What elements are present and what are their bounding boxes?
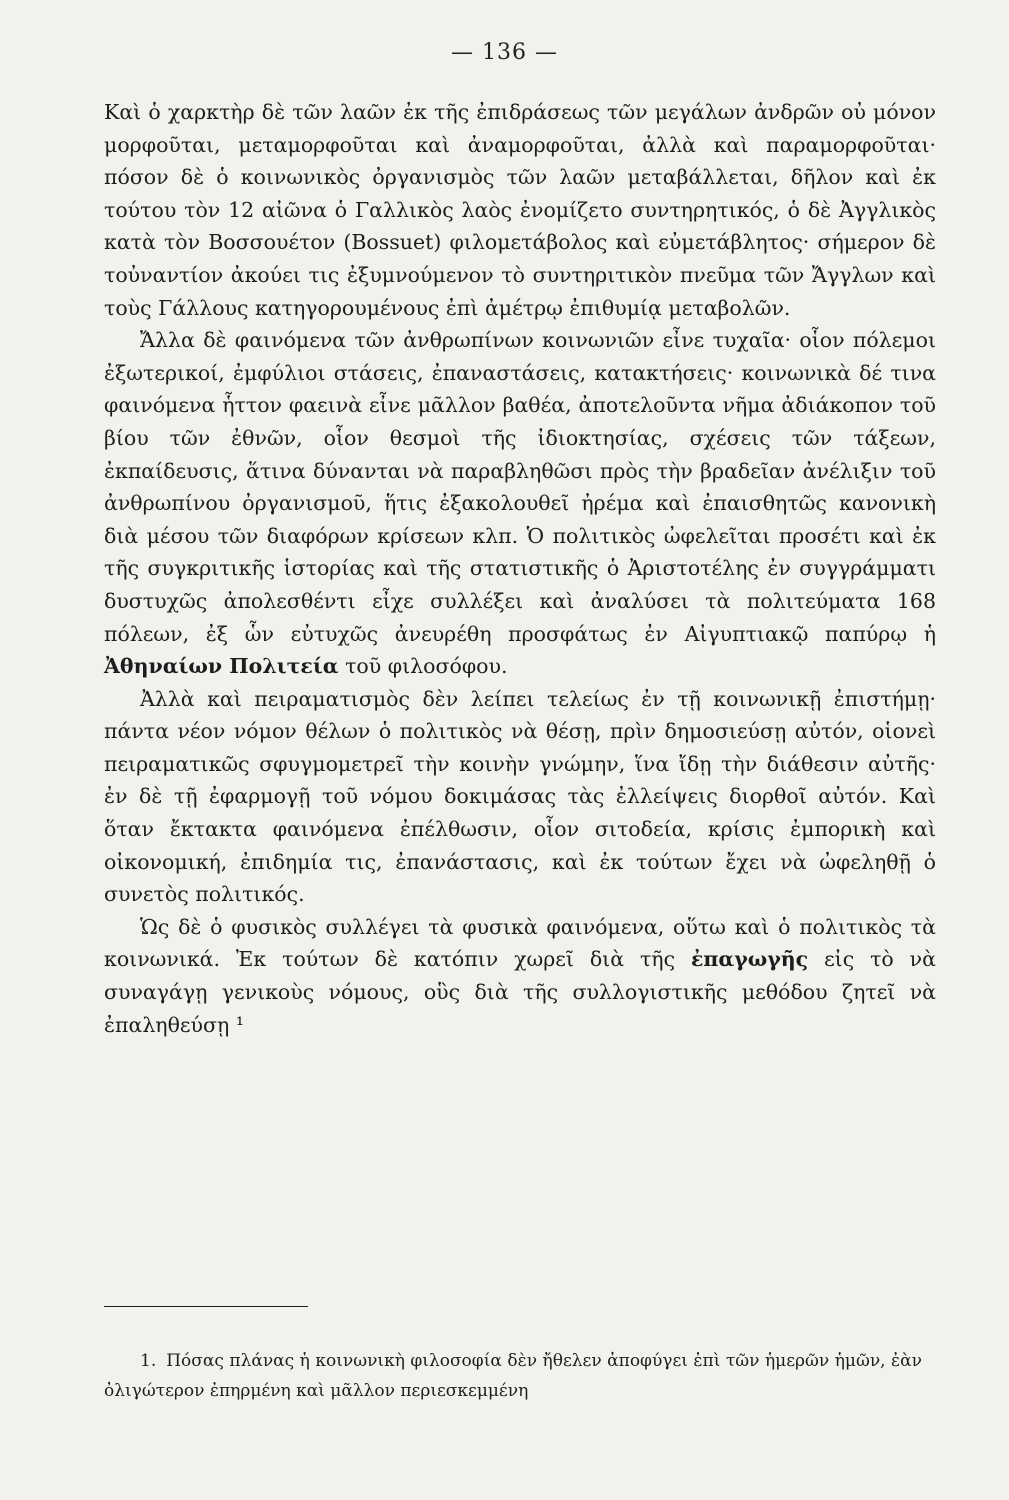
paragraph-3-text: Ἀλλὰ καὶ πειραματισμὸς δὲν λείπει τελείως ἐν τῇ κοινωνικῇ ἐπιστήμῃ· πάντα νέον νόμον θέλων ὁ πολιτικὸς νὰ θέσῃ, πρὶν δημοσιεύσῃ αὐτόν, οἱονεὶ πειραματικῶς σφυγμομετρεῖ τὴν κοινὴν γνώμην, ἵνα ἴδῃ τὴν διάθεσιν αὐτῆς· ἐν δὲ τῇ ἐφαρμογῇ τοῦ νόμου δοκιμάσας τὰς ἐλλείψεις διορθοῖ αὐτόν. Καὶ ὅταν ἔκτακτα φαινόμενα ἐπέλθωσιν, οἷον σιτοδεία, κρίσις ἐμπορικὴ καὶ οἰκονομική, ἐπιδημία τις, ἐπανάστασις, καὶ ἐκ τούτων ἔχει νὰ ὠφεληθῇ ὁ συνετὸς πολιτικός. <box>104 686 936 907</box>
paragraph-1 <box>104 96 936 324</box>
paragraph-3 <box>104 683 936 911</box>
page-number: — 136 — <box>451 40 558 65</box>
paragraph-2-emphasis: Ἀθηναίων Πολιτεία <box>104 654 339 679</box>
paragraph-2 <box>104 324 936 683</box>
paragraph-4-emphasis: ἐπαγωγῆς <box>690 947 809 972</box>
paragraph-1-text: Καὶ ὁ χαρκτὴρ δὲ τῶν λαῶν ἐκ τῆς ἐπιδράσεως τῶν μεγάλων ἀνδρῶν οὐ μόνον μορφοῦται, μεταμορφοῦται καὶ ἀναμορφοῦται, ἀλλὰ καὶ παραμορφοῦται· πόσον δὲ ὁ κοινωνικὸς ὀργανισμὸς τῶν λαῶν μεταβάλλεται, δῆλον καὶ ἐκ τούτου τὸν 12 αἰῶνα ὁ Γαλλικὸς λαὸς ἐνομίζετο συντηρητικός, ὁ δὲ Ἀγγλικὸς κατὰ τὸν Βοσσουέτον (Bossuet) φιλομετάβολος καὶ εὐμετάβλητος· σήμερον δὲ τοὐναντίον ἀκούει τις ἐξυμνούμενον τὸ συντηριτικὸν πνεῦμα τῶν Ἄγγλων καὶ τοὺς Γάλλους κατηγορουμένους ἐπὶ ἀμέτρῳ ἐπιθυμίᾳ μεταβολῶν. <box>104 100 936 320</box>
footnote-1-text: Πόσας πλάνας ἡ κοινωνικὴ φιλοσοφία δὲν ἤθελεν ἀποφύγει ἐπὶ τῶν ἡμερῶν ἡμῶν, ἐὰν ὀλιγώτερον ἐπηρμένη καὶ μᾶλλον περιεσκεμμένη <box>104 1351 922 1401</box>
paragraph-4 <box>104 911 936 1041</box>
paragraph-2-text: Ἄλλα δὲ φαινόμενα τῶν ἀνθρωπίνων κοινωνιῶν εἶνε τυχαῖα· οἷον πόλεμοι ἐξωτερικοί, ἐμφύλιοι στάσεις, ἐπαναστάσεις, κατακτήσεις· κοινωνικὰ δέ τινα φαινόμενα ἧττον φαεινὰ εἶνε μᾶλλον βαθέα, ἀποτελοῦντα νῆμα ἀδιάκοπον τοῦ βίου τῶν ἐθνῶν, οἷον θεσμοὶ τῆς ἰδιοκτησίας, σχέσεις τῶν τάξεων, ἐκπαίδευσις, ἅτινα δύνανται νὰ παραβληθῶσι πρὸς τὴν βραδεῖαν ἀνέλιξιν τοῦ ἀνθρωπίνου ὀργανισμοῦ, ἥτις ἐξακολουθεῖ ἠρέμα καὶ ἐπαισθητῶς κανονικὴ διὰ μέσου τῶν διαφόρων κρίσεων κλπ. Ὁ πολιτικὸς ὠφελεῖται προσέτι καὶ ἐκ τῆς συγκριτικῆς ἱστορίας καὶ τῆς στατιστικῆς ὁ Ἀριστοτέλης ἐν συγγράμματι δυστυχῶς ἀπολεσθέντι εἶχε συλλέξει καὶ ἀναλύσει τὰ πολιτεύματα 168 πόλεων, ἐξ ὧν εὐτυχῶς ἀνευρέθη προσφάτως ἐν Αἰγυπτιακῷ παπύρῳ ἡ <box>104 328 936 646</box>
footnotes <box>104 1346 922 1406</box>
body-text <box>104 96 936 1041</box>
paragraph-4-text: Ὡς δὲ ὁ φυσικὸς συλλέγει τὰ φυσικὰ φαινόμενα, οὕτω καὶ ὁ πολιτικὸς τὰ κοινωνικά. Ἐκ τούτων δὲ κατόπιν χωρεῖ διὰ τῆς <box>104 914 936 972</box>
footnote-divider <box>104 1306 308 1307</box>
paragraph-2-tail: τοῦ φιλοσόφου. <box>345 654 508 679</box>
paragraph-4-tail: εἰς τὸ νὰ συναγάγῃ γενικοὺς νόμους, οὓς διὰ τῆς συλλογιστικῆς μεθόδου ζητεῖ νὰ ἐπαληθεύσῃ ¹ <box>104 947 936 1037</box>
footnote-1-mark: 1. <box>140 1351 157 1371</box>
